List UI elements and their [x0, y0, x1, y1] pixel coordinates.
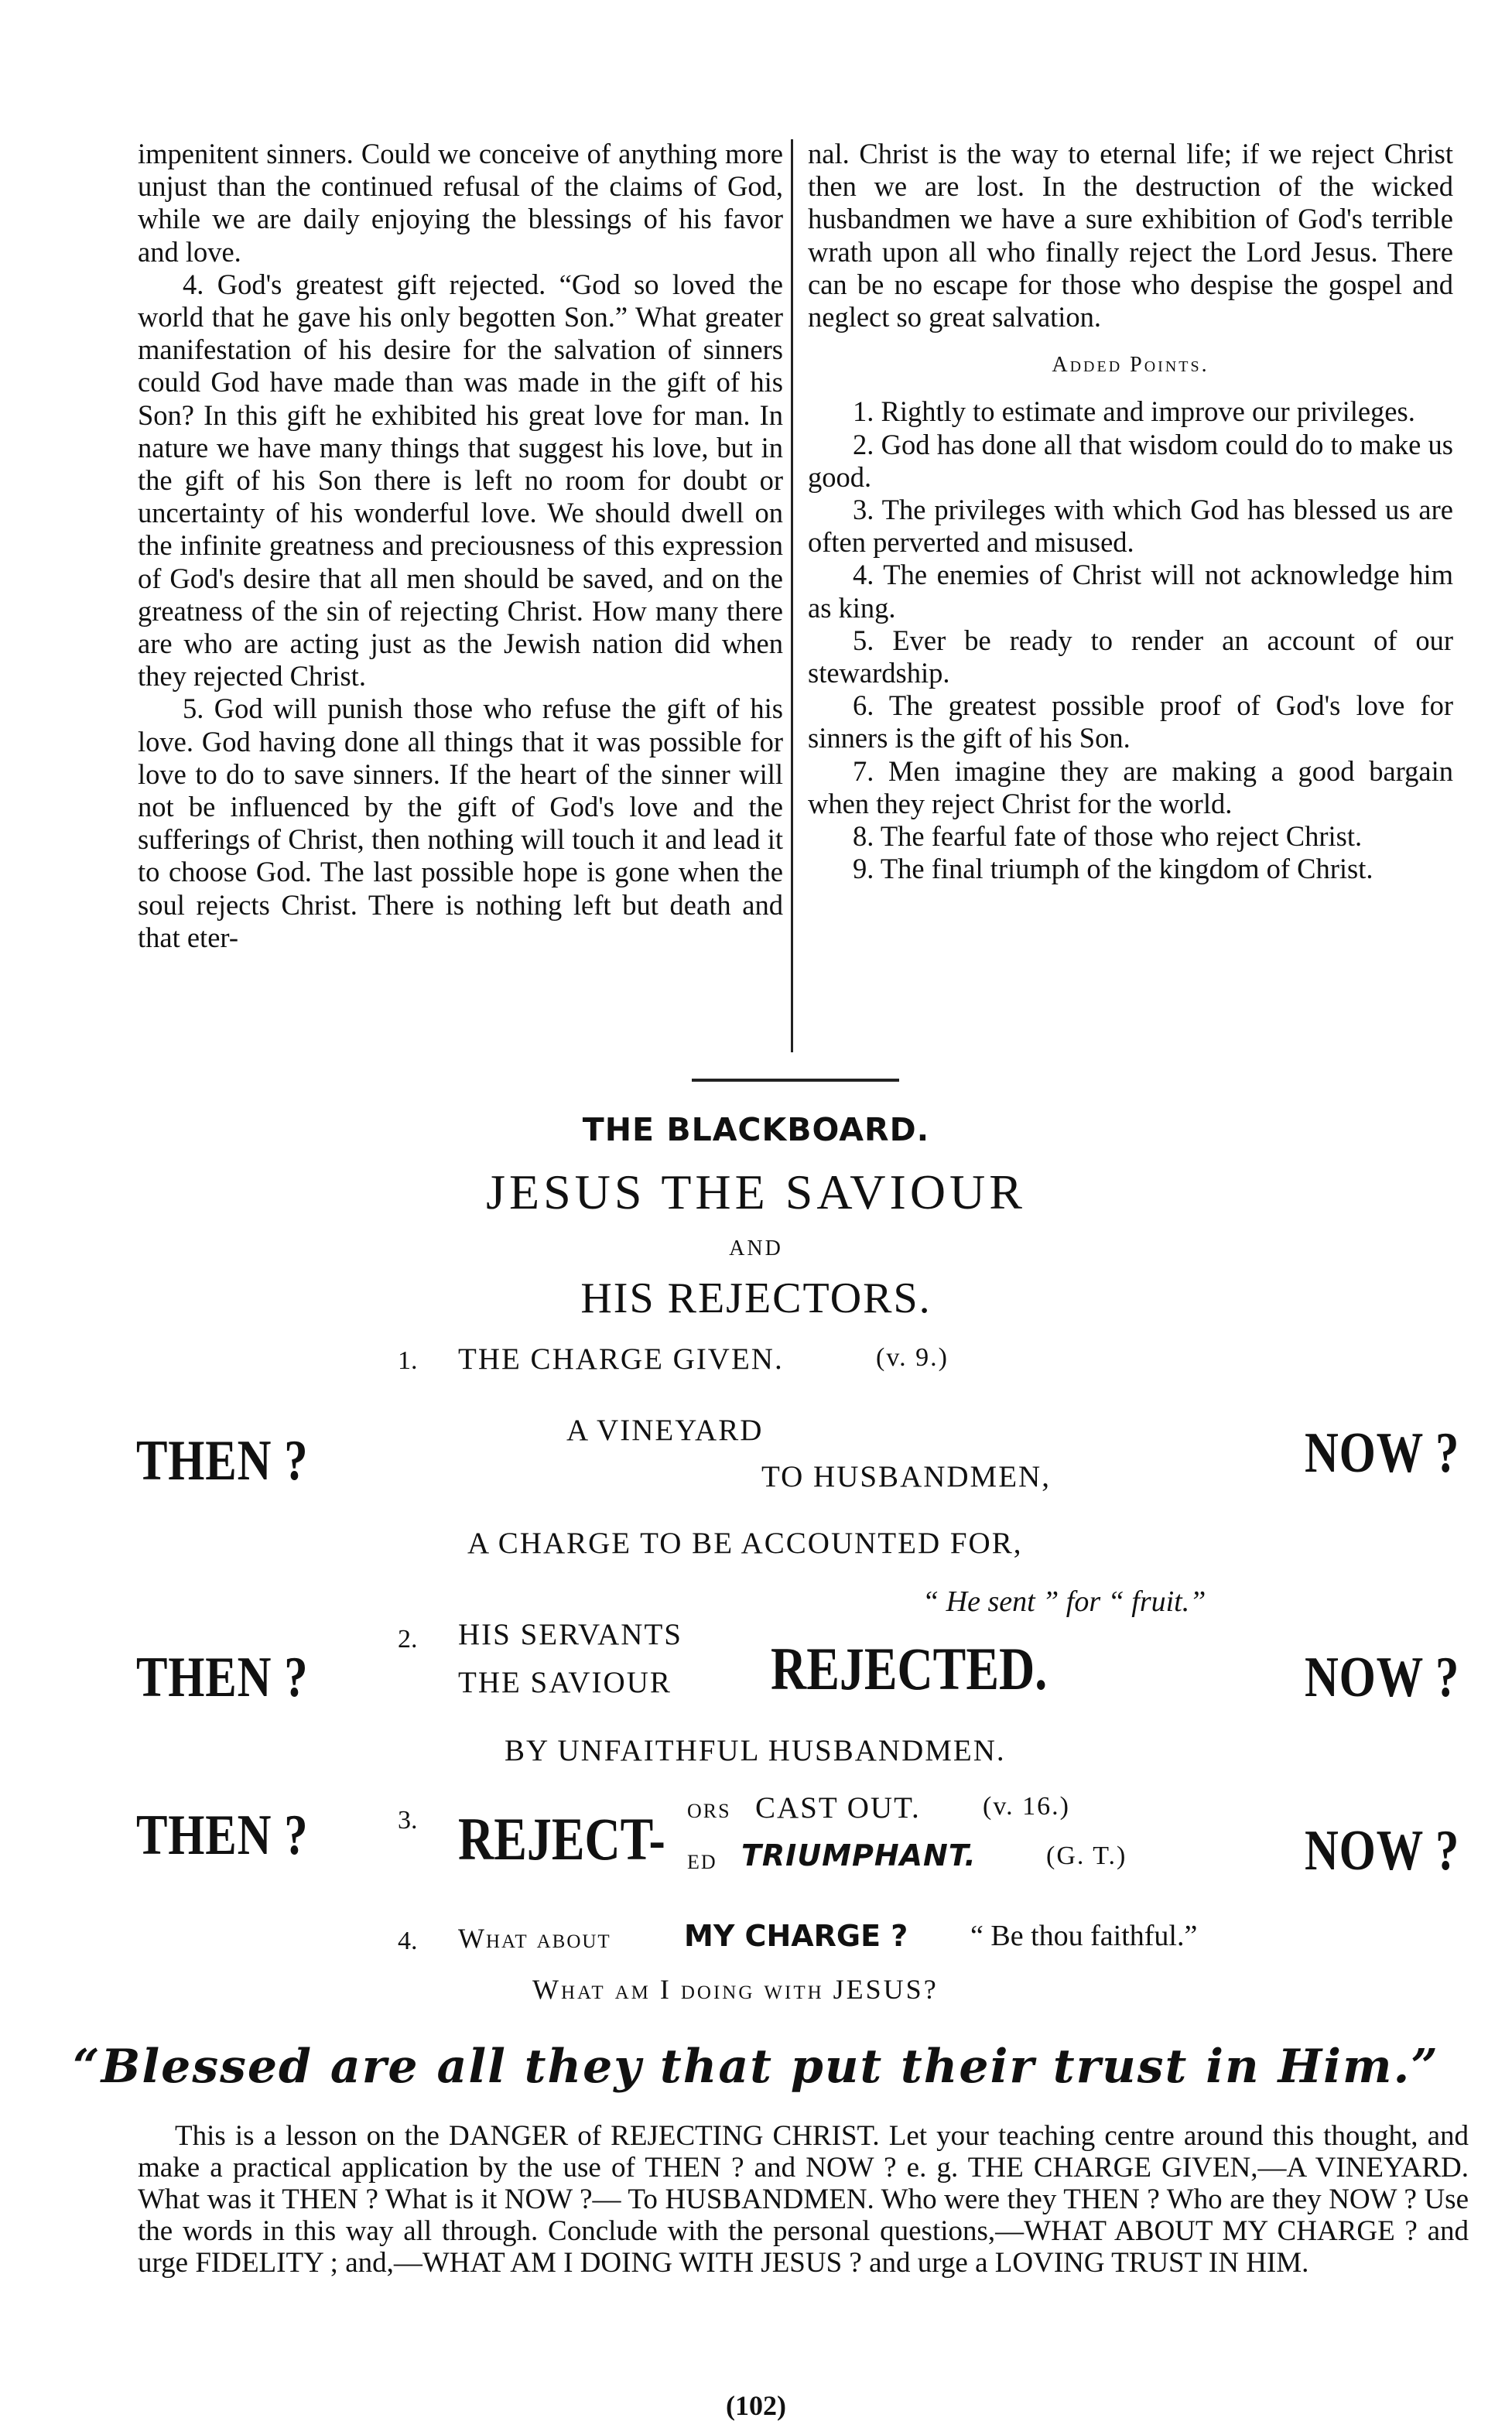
now-label: NOW ?	[1305, 1646, 1460, 1709]
then-label: THEN ?	[136, 1646, 309, 1709]
item-number: 4.	[398, 1927, 418, 1955]
triumphant-text: TRIUMPHANT.	[741, 1838, 977, 1872]
cast-out-text: CAST OUT.	[755, 1791, 921, 1825]
now-label: NOW ?	[1305, 1421, 1460, 1485]
two-column-text	[138, 138, 1453, 1051]
added-point: 1. Rightly to estimate and improve our privileges.	[853, 395, 1415, 428]
column-divider	[791, 139, 793, 1052]
added-point: 4. The enemies of Christ will not acknowledge him as king.	[808, 559, 1453, 624]
what-am-i-doing: What am I doing with JESUS?	[532, 1974, 939, 2005]
paragraph: nal. Christ is the way to eternal life; if we reject Christ then we are lost. In the destruction of the wicked husbandmen we have a sure exhibition of God's terrible wrath upon all who finally reject the Lord Jesus. There can be no escape for those who despise the gospel and neglect so great salvation.	[808, 138, 1453, 333]
ors-suffix: ORS	[687, 1800, 731, 1822]
be-thou-faithful: “ Be thou faithful.”	[970, 1920, 1198, 1952]
added-point: 2. God has done all that wisdom could do to make us good.	[808, 428, 1453, 493]
added-point: 8. The fearful fate of those who reject Christ.	[853, 820, 1363, 853]
blackboard-title: JESUS THE SAVIOUR	[486, 1164, 1026, 1219]
blackboard-rejectors: HIS REJECTORS.	[580, 1274, 932, 1322]
added-point: 9. The final triumph of the kingdom of Christ.	[853, 853, 1373, 885]
then-label: THEN ?	[136, 1429, 309, 1493]
what-about-text: What about	[458, 1923, 611, 1954]
now-label: NOW ?	[1305, 1819, 1460, 1883]
left-column	[138, 138, 783, 954]
cast-out-ref: (v. 16.)	[983, 1792, 1070, 1821]
added-points-title: Added Points.	[1052, 353, 1209, 378]
reject-prefix: REJECT-	[458, 1805, 665, 1872]
added-point: 7. Men imagine they are making a good bargain when they reject Christ for the world.	[808, 754, 1453, 819]
blackboard-heading: THE BLACKBOARD.	[582, 1111, 930, 1148]
charge-accounted-text: A CHARGE TO BE ACCOUNTED FOR,	[467, 1527, 1023, 1560]
paragraph: 4. God's greatest gift rejected. “God so loved the world that he gave his only begotten Son.” What greater manifestation of his desire for the salvation of sinners could God have made than was made in the gift of his Son? In this gift he exhibited his great love for man. In nature we have many things that suggest his love, but in the gift of his Son there is left no room for doubt or uncertainty of his wonderful love. We should dwell on the infinite greatness and preciousness of this expression of God's desire that all men should be saved, and on the greatness of the sin of rejecting Christ. How many there are who are acting just as the Jewish nation did when they rejected Christ.	[138, 268, 783, 693]
servants-text: HIS SERVANTS	[458, 1618, 682, 1651]
item-number: 2.	[398, 1625, 418, 1654]
page-number: (102)	[726, 2390, 786, 2421]
my-charge-text: MY CHARGE ?	[684, 1919, 908, 1953]
paragraph: impenitent sinners. Could we conceive of anything more unjust than the continued refusal of the claims of God, while we are daily enjoying the blessings of his favor and love.	[138, 138, 783, 268]
item1-text: THE CHARGE GIVEN.	[458, 1342, 784, 1376]
added-point: 6. The greatest possible proof of God's love for sinners is the gift of his Son.	[808, 689, 1453, 754]
added-point: 3. The privileges with which God has blessed us are often perverted and misused.	[808, 494, 1453, 559]
right-column	[808, 138, 1453, 885]
blackboard-and: AND	[729, 1236, 783, 1260]
he-sent-quote: “ He sent ” for “ fruit.”	[922, 1585, 1206, 1618]
then-label: THEN ?	[136, 1804, 309, 1867]
the-saviour-text: THE SAVIOUR	[458, 1666, 672, 1699]
item1-ref: (v. 9.)	[876, 1343, 949, 1372]
section-divider	[692, 1079, 899, 1082]
triumphant-ref: (G. T.)	[1046, 1842, 1127, 1870]
item-number: 1.	[398, 1346, 418, 1375]
lesson-instructions: This is a lesson on the DANGER of REJECTING CHRIST. Let your teaching centre around this thought, and make a practical application by the use of THEN ? and NOW ? e. g. THE CHARGE GIVEN,—A VINEYARD. What was it THEN ? What is it NOW ?— To HUSBANDMEN. Who were they THEN ? Who are they NOW ? Use the words in this way all through. Conclude with the personal questions,—WHAT ABOUT MY CHARGE ? and urge FIDELITY ; and,—WHAT AM I DOING WITH JESUS ? and urge a LOVING TRUST IN HIM.	[138, 2120, 1469, 2279]
unfaithful-text: BY UNFAITHFUL HUSBANDMEN.	[505, 1734, 1006, 1767]
item-number: 3.	[398, 1806, 418, 1835]
vineyard-text: A VINEYARD	[566, 1414, 764, 1447]
husbandmen-text: TO HUSBANDMEN,	[761, 1460, 1051, 1493]
ed-suffix: ED	[687, 1851, 717, 1873]
added-point: 5. Ever be ready to render an account of our stewardship.	[808, 624, 1453, 689]
paragraph: 5. God will punish those who refuse the gift of his love. God having done all things that it was possible for love to do to save sinners. If the heart of the sinner will not be influenced by the gift of God's love and the sufferings of Christ, then nothing will touch it and lead it to choose God. The last possible hope is gone when the soul rejects Christ. There is nothing left but death and that eter-	[138, 693, 783, 953]
blessed-motto: “Blessed are all they that put their trust in Him.”	[73, 2040, 1439, 2094]
rejected-text: REJECTED.	[771, 1635, 1048, 1702]
